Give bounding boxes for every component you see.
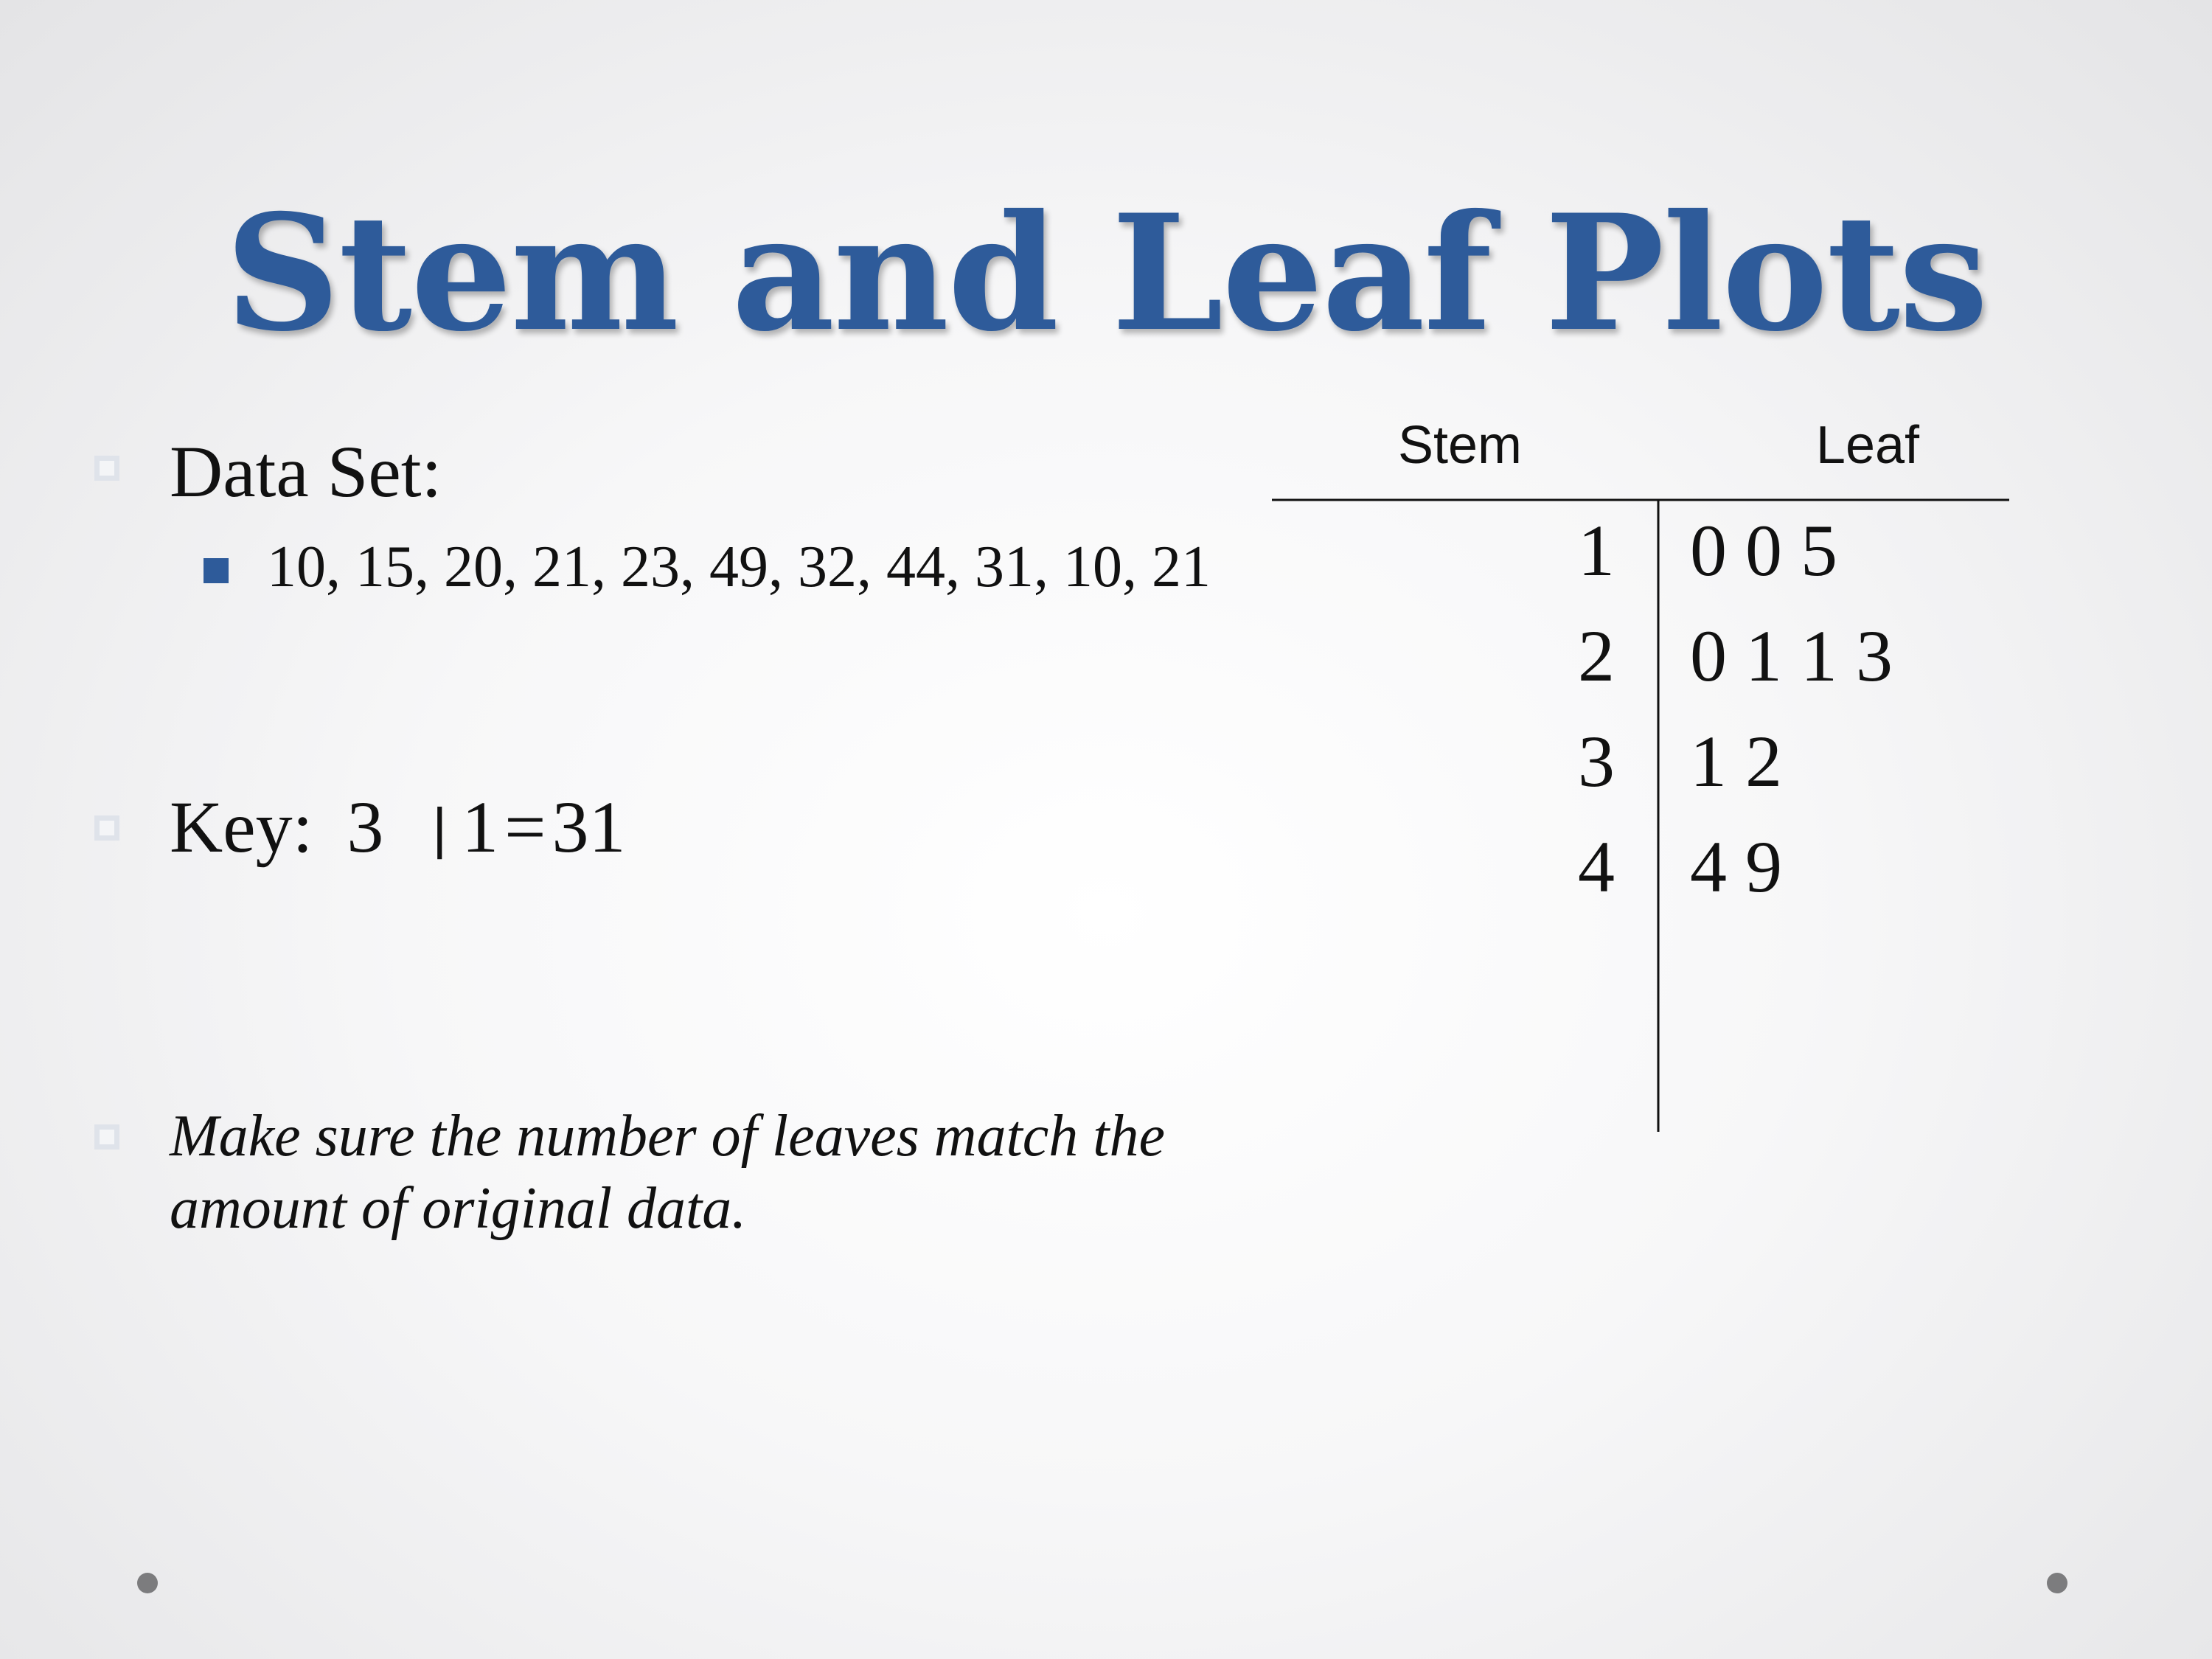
stem-column-header: Stem (1397, 416, 1523, 475)
key-label: Key: (170, 786, 313, 868)
note-text: Make sure the number of leaves match the amount of original data. (170, 1104, 1165, 1241)
leaf-values: 0 1 1 3 (1690, 615, 1893, 697)
key-separator: | (432, 797, 448, 860)
footer-dot-right (2047, 1573, 2067, 1593)
bullet-square-icon (94, 1124, 119, 1150)
key-value: 31 (552, 786, 626, 868)
leaf-values: 0 0 5 (1690, 509, 1837, 591)
key-leaf: 1 (462, 786, 499, 868)
leaf-values: 4 9 (1690, 826, 1782, 908)
key-stem: 3 (347, 786, 384, 868)
leaf-values: 1 2 (1690, 720, 1782, 802)
stem-value: 1 (1578, 509, 1615, 591)
leaf-column-header: Leaf (1815, 416, 1920, 475)
stem-value: 4 (1578, 826, 1615, 908)
data-set-label: Data Set: (170, 431, 442, 512)
key-equals: = (504, 786, 546, 868)
stem-value: 2 (1578, 615, 1615, 697)
bullet-square-icon (94, 456, 119, 481)
footer-dot-left (137, 1573, 158, 1593)
bullet-square-icon (94, 815, 119, 841)
stem-leaf-plot (1253, 413, 2020, 1150)
slide-title: Stem and Leaf Plots (225, 179, 1987, 366)
data-set-values: 10, 15, 20, 21, 23, 49, 32, 44, 31, 10, 21 (267, 535, 1211, 599)
sub-bullet-square-icon (204, 558, 229, 583)
key-line (170, 783, 626, 873)
stem-value: 3 (1578, 720, 1615, 802)
